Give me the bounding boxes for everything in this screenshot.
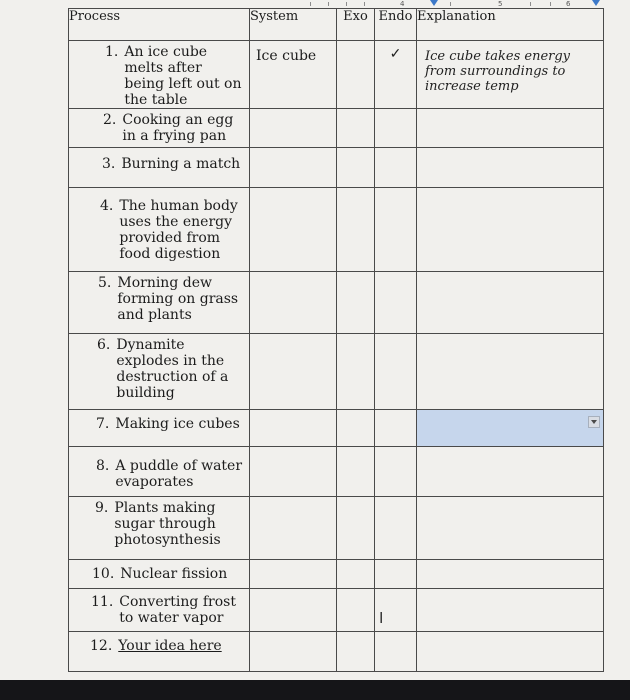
process-text: Cooking an egg in a frying pan [122,112,234,144]
system-cell[interactable] [250,272,337,334]
explanation-cell[interactable] [417,109,604,148]
exo-mark [337,41,374,46]
endo-cell[interactable] [375,560,417,589]
explanation-cell[interactable] [417,632,604,672]
system-cell[interactable] [250,188,337,272]
endo-cell[interactable] [375,41,417,109]
process-text: Dynamite explodes in the destruction of a building [116,337,229,401]
process-text: An ice cube melts after being left out on the table [124,44,242,108]
header-system: System [250,9,337,41]
ruler-number: 4 [400,0,405,8]
exo-cell[interactable] [337,589,375,632]
system-cell[interactable] [250,148,337,188]
process-cell[interactable] [69,188,250,272]
explanation-cell[interactable] [417,148,604,188]
system-cell[interactable] [250,589,337,632]
header-process: Process [69,9,250,41]
explanation-cell[interactable] [417,272,604,334]
table-row [69,109,604,148]
process-cell[interactable] [69,632,250,672]
exo-cell[interactable] [337,447,375,497]
process-text: Burning a match [121,156,241,172]
header-endo: Endo [375,9,417,41]
table-row [69,272,604,334]
table-row [69,410,604,447]
header-exo: Exo [337,9,375,41]
explanation-cell[interactable] [417,560,604,589]
process-cell[interactable] [69,589,250,632]
header-row [69,9,604,41]
process-cell[interactable] [69,109,250,148]
exo-cell[interactable] [337,410,375,447]
explanation-cell[interactable] [417,447,604,497]
system-cell[interactable] [250,410,337,447]
process-text: The human body uses the energy provided from food digestion [119,198,238,262]
row-number: 12. [90,638,113,654]
process-cell[interactable] [69,497,250,560]
explanation-cell[interactable] [417,188,604,272]
explanation-cell[interactable] [417,589,604,632]
system-cell[interactable] [250,497,337,560]
table-row [69,632,604,672]
process-cell[interactable] [69,272,250,334]
row-number: 3. [102,156,116,172]
text-cursor-icon: I [379,609,384,627]
exo-cell[interactable] [337,334,375,410]
endo-cell[interactable] [375,334,417,410]
row-number: 9. [95,500,109,516]
endo-cell[interactable] [375,109,417,148]
endo-cell[interactable] [375,148,417,188]
process-text: Morning dew forming on grass and plants [117,275,239,323]
table-row [69,334,604,410]
table-row [69,41,604,109]
explanation-cell[interactable] [417,334,604,410]
endo-cell[interactable] [375,188,417,272]
process-table [68,8,604,672]
process-cell[interactable] [69,148,250,188]
row-number: 1. [105,44,119,60]
explanation-text: Ice cube takes energy from surroundings to increase temp [425,49,571,94]
process-text: A puddle of water evaporates [115,458,243,490]
explanation-cell[interactable] [417,497,604,560]
row-number: 10. [92,566,115,582]
exo-cell[interactable] [337,109,375,148]
row-number: 5. [98,275,112,291]
system-cell[interactable] [250,447,337,497]
process-text: Making ice cubes [115,416,240,432]
row-number: 8. [96,458,110,474]
process-cell[interactable] [69,334,250,410]
table-row [69,497,604,560]
system-cell[interactable] [250,109,337,148]
bottom-bar [0,680,630,700]
checkmark-icon: ✓ [389,46,402,62]
chevron-down-icon[interactable] [588,416,600,428]
process-text: Nuclear fission [120,566,228,582]
table-row [69,589,604,632]
table-row [69,188,604,272]
table-row [69,148,604,188]
row-number: 11. [91,594,114,610]
exo-cell[interactable] [337,497,375,560]
system-cell[interactable] [250,334,337,410]
tab-stop-marker[interactable] [592,0,600,6]
explanation-cell-selected[interactable] [417,410,604,447]
row-number: 4. [100,198,114,214]
exo-cell[interactable] [337,188,375,272]
ruler-number: 6 [566,0,571,8]
row-number: 7. [96,416,110,432]
process-cell[interactable] [69,560,250,589]
explanation-cell[interactable] [417,41,604,109]
endo-cell[interactable] [375,589,417,632]
endo-cell[interactable] [375,272,417,334]
ruler-number: 5 [498,0,503,8]
exo-cell[interactable] [337,41,375,109]
exo-cell[interactable] [337,272,375,334]
process-text: Converting frost to water vapor [119,594,236,626]
row-number: 2. [103,112,117,128]
table-row [69,447,604,497]
exo-cell[interactable] [337,148,375,188]
table-row [69,560,604,589]
row-number: 6. [97,337,111,353]
endo-cell[interactable] [375,447,417,497]
tab-stop-marker[interactable] [430,0,438,6]
endo-cell[interactable] [375,410,417,447]
system-text: Ice cube [256,48,317,64]
process-cell[interactable] [69,447,250,497]
endo-cell[interactable] [375,497,417,560]
process-text: Your idea here [118,638,222,654]
process-text: Plants making sugar through photosynthesis [114,500,221,548]
endo-cell[interactable] [375,632,417,672]
header-explanation: Explanation [417,9,604,41]
exo-cell[interactable] [337,632,375,672]
process-cell[interactable] [69,410,250,447]
system-cell[interactable] [250,632,337,672]
exo-cell[interactable] [337,560,375,589]
process-cell[interactable] [69,41,250,109]
system-cell[interactable] [250,41,337,109]
system-cell[interactable] [250,560,337,589]
